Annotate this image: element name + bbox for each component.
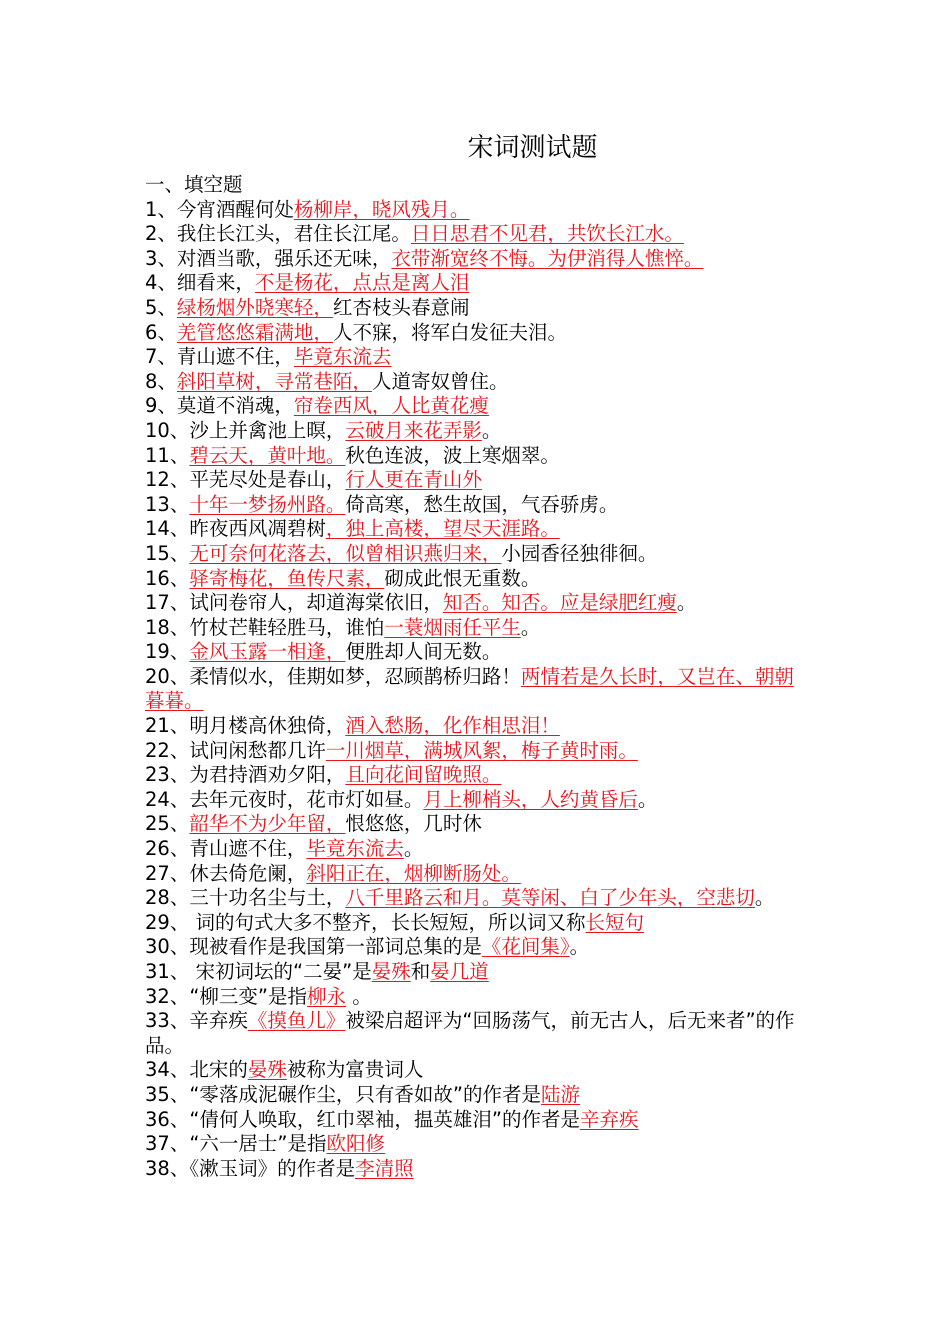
question-item: [145, 247, 795, 272]
question-text: 34、北宋的: [145, 1058, 248, 1082]
quiz-content: [145, 173, 795, 1181]
answer-text: 柳永: [307, 984, 347, 1008]
question-item: [145, 763, 795, 788]
question-item: [145, 296, 795, 321]
answer-text: 杨柳岸，晓风残月。: [293, 197, 470, 221]
question-item: [145, 616, 795, 641]
question-item: [145, 985, 795, 1010]
question-text: 8、: [145, 369, 177, 393]
question-item: [145, 640, 795, 665]
answer-text: 晏殊: [371, 960, 411, 983]
answer-text: 不是杨花，点点是离人泪: [254, 271, 470, 295]
answer-text: 十年一梦扬州路。: [189, 492, 346, 516]
question-item: [145, 444, 795, 469]
answer-text: 无可奈何花落去，似曾相识燕归来，: [189, 541, 502, 565]
question-text: 秋色连波，波上寒烟翠。: [345, 443, 560, 467]
answer-text: 月上柳梢头，人约黄昏后: [423, 787, 638, 811]
question-item: [145, 198, 795, 223]
answer-text: 金风玉露一相逢，: [189, 640, 346, 664]
question-text: 1、今宵酒醒何处: [145, 197, 294, 221]
answer-text: 辛弃疾: [580, 1107, 639, 1131]
question-text: 人不寐，将军白发征夫泪。: [332, 320, 567, 344]
answer-text: 帘卷西风，人比黄花瘦: [293, 394, 489, 418]
answer-text: 长短句: [585, 910, 645, 934]
answer-text: ，独上高楼，望尽天涯路。: [325, 517, 560, 541]
answer-text: 一蓑烟雨任平生: [384, 615, 521, 639]
question-text: 。: [481, 418, 502, 442]
question-item: [145, 468, 795, 493]
question-text: 36、“倩何人唤取，红巾翠袖，揾英雄泪”的作者是: [145, 1107, 581, 1131]
question-item: [145, 419, 795, 444]
question-text: 4、细看来，: [145, 271, 255, 295]
answer-text: 绿杨烟外晓寒轻，: [176, 295, 333, 319]
question-item: [145, 837, 795, 862]
answer-text: 斜阳正在，烟柳断肠处。: [306, 861, 521, 885]
question-item: [145, 862, 795, 887]
question-text: 33、辛弃疾: [145, 1009, 248, 1033]
question-text: 被梁启超评为“回肠荡气，前无古人，后无来者”的作品。: [145, 1009, 795, 1057]
answer-text: 陆游: [541, 1082, 581, 1106]
question-text: 被称为富贵词人: [286, 1058, 424, 1082]
question-text: 便胜却人间无数。: [345, 640, 502, 664]
answer-text: 两情若是久长时，又岂在、朝朝暮暮。: [145, 664, 794, 713]
question-text: 15、: [145, 541, 190, 565]
answer-text: 行人更在青山外: [345, 468, 482, 492]
question-text: 17、试问卷帘人，却道海棠依旧，: [145, 591, 443, 615]
answer-text: 羌管悠悠霜满地，: [176, 320, 333, 344]
question-list: [145, 198, 795, 1182]
question-item: [145, 493, 795, 518]
question-item: [145, 665, 795, 714]
question-text: 。: [346, 984, 372, 1008]
answer-text: 驿寄梅花，鱼传尺素，: [189, 566, 385, 590]
question-text: 。: [637, 787, 658, 811]
answer-text: 《摸鱼儿》: [247, 1009, 346, 1033]
answer-text: 酒入愁肠，化作相思泪！: [345, 714, 560, 738]
question-item: [145, 542, 795, 567]
question-text: 14、昨夜西风凋碧树: [145, 517, 326, 541]
question-text: 25、: [145, 812, 190, 836]
question-item: [145, 370, 795, 395]
question-item: [145, 714, 795, 739]
question-item: [145, 321, 795, 346]
answer-text: 韶华不为少年留，: [189, 812, 346, 836]
answer-text: 云破月来花弄影: [345, 418, 482, 442]
question-text: 。: [676, 591, 697, 615]
question-text: 。: [754, 886, 775, 910]
question-item: [145, 222, 795, 247]
question-item: [145, 812, 795, 837]
question-text: 27、休去倚危阑，: [145, 861, 307, 885]
question-text: 砌成此恨无重数。: [384, 566, 541, 590]
question-item: [145, 1058, 795, 1083]
answer-text: 日日思君不见君，共饮长江水。: [410, 222, 684, 246]
answer-text: 《花间集》: [481, 935, 570, 959]
question-text: 12、平芜尽处是春山，: [145, 468, 346, 492]
question-text: 21、明月楼高休独倚，: [145, 714, 346, 738]
question-text: 16、: [145, 566, 190, 590]
answer-text: 毕竟东流去: [306, 837, 404, 861]
question-text: 红杏枝头春意闹: [332, 295, 470, 319]
answer-text: 毕竟东流去: [293, 345, 392, 369]
question-item: [145, 591, 795, 616]
question-item: [145, 345, 795, 370]
question-item: [145, 788, 795, 813]
question-text: 20、柔情似水，佳期如梦，忍顾鹊桥归路！: [145, 664, 521, 688]
question-text: 5、: [145, 295, 177, 319]
question-text: 2、我住长江头，君住长江尾。: [145, 222, 411, 246]
question-text: 倚高寒，愁生故国，气吞骄虏。: [345, 492, 619, 516]
answer-text: 李清照: [355, 1156, 414, 1180]
question-item: [145, 911, 795, 936]
question-text: 28、三十功名尘与土，: [145, 886, 346, 910]
question-item: [145, 394, 795, 419]
question-item: [145, 517, 795, 542]
answer-text: 且向花间留晚照。: [345, 763, 502, 787]
question-text: 恨悠悠，几时休: [345, 812, 482, 836]
question-item: [145, 1009, 795, 1058]
question-item: [145, 1157, 795, 1182]
question-text: 。: [569, 935, 590, 959]
question-text: 38、《漱玉词》的作者是: [145, 1156, 356, 1180]
question-text: 小园香径独徘徊。: [501, 541, 658, 565]
answer-text: 碧云天，黄叶地。: [189, 443, 346, 467]
question-text: 22、试问闲愁都几许: [145, 738, 326, 762]
question-text: 30、现被看作是我国第一部词总集的是: [145, 935, 482, 959]
answer-text: 一川烟草，满城风絮，梅子黄时雨。: [325, 738, 638, 762]
question-text: 。: [520, 615, 541, 639]
question-item: [145, 271, 795, 296]
question-text: 13、: [145, 492, 190, 516]
question-text: 37、“六一居士”是指: [145, 1132, 327, 1156]
question-item: [145, 739, 795, 764]
question-item: [145, 935, 795, 960]
question-text: 6、: [145, 320, 177, 344]
question-text: 10、沙上并禽池上暝，: [145, 418, 346, 442]
answer-text: 斜阳草树，寻常巷陌，: [176, 369, 372, 393]
question-item: [145, 1083, 795, 1108]
question-item: [145, 1108, 795, 1133]
question-text: 9、莫道不消魂，: [145, 394, 294, 418]
answer-text: 八千里路云和月。莫等闲、白了少年头，空悲切: [345, 886, 755, 910]
answer-text: 欧阳修: [326, 1132, 386, 1156]
question-text: 26、青山遮不住，: [145, 837, 307, 861]
answer-text: 衣带渐宽终不悔。为伊消得人憔悴。: [391, 246, 704, 270]
question-text: 。: [403, 837, 424, 861]
answer-text: 晏殊: [247, 1058, 287, 1082]
answer-text: 晏几道: [430, 960, 489, 983]
question-item: [145, 886, 795, 911]
question-text: 19、: [145, 640, 190, 664]
question-text: 23、为君持酒劝夕阳，: [145, 763, 346, 787]
question-text: 7、青山遮不住，: [145, 345, 294, 369]
question-text: 29、 词的句式大多不整齐，长长短短，所以词又称: [145, 910, 586, 934]
question-text: 31、 宋初词坛的“二晏”是: [145, 960, 372, 983]
question-text: 3、对酒当歌，强乐还无味，: [145, 246, 392, 270]
answer-text: 知否。知否。应是绿肥红瘦: [442, 591, 677, 615]
question-text: 和: [410, 960, 431, 983]
question-text: 18、竹杖芒鞋轻胜马，谁怕: [145, 615, 385, 639]
question-text: 35、“零落成泥碾作尘，只有香如故”的作者是: [145, 1082, 542, 1106]
question-text: 11、: [145, 443, 190, 467]
question-item: [145, 567, 795, 592]
question-item: [145, 960, 795, 985]
question-text: 24、去年元夜时，花市灯如昼。: [145, 787, 424, 811]
page-title: 宋词测试题: [467, 133, 598, 163]
question-text: 人道寄奴曾住。: [371, 369, 509, 393]
section-heading: 一、填空题: [145, 173, 243, 196]
question-text: 32、“柳三变”是指: [145, 984, 308, 1008]
question-item: [145, 1132, 795, 1157]
